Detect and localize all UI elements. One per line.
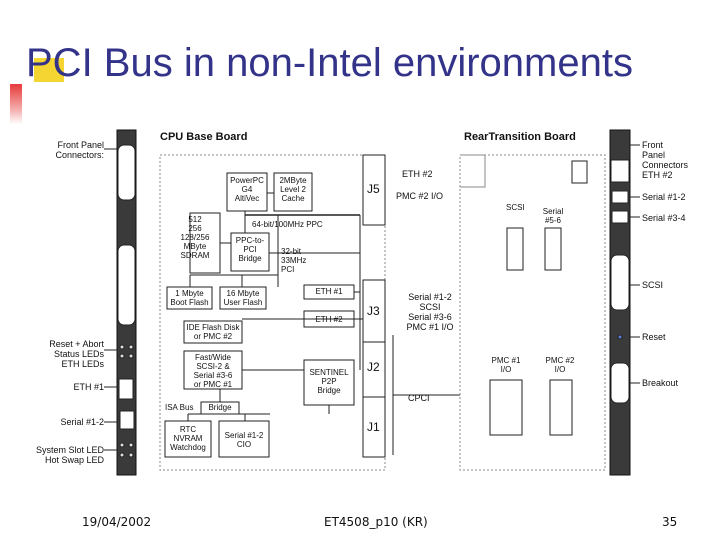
- block-scsi: Fast/Wide SCSI-2 & Serial #3-6 or PMC #1: [193, 353, 233, 389]
- rtb-label-serial56: Serial #5-6: [542, 207, 564, 225]
- label-bus-pci: 32-bit 33MHz PCI: [281, 247, 307, 274]
- label-eth1-left: ETH #1: [73, 382, 104, 392]
- rtb-label-pmc1io: PMC #1 I/O: [491, 356, 521, 374]
- label-serial12-left: Serial #1-2: [60, 417, 104, 427]
- slide-title: PCI Bus in non-Intel environments: [26, 41, 633, 85]
- block-user-flash: 16 Mbyte User Flash: [223, 289, 263, 307]
- block-powerpc: PowerPC G4 AltiVec: [230, 176, 264, 203]
- board-diagram: [20, 125, 689, 480]
- block-rtc: RTC NVRAM Watchdog: [170, 425, 206, 452]
- cpu-board-title: CPU Base Board: [160, 131, 248, 143]
- label-j5: J5: [367, 182, 380, 196]
- label-front-panel-left: Front Panel Connectors:: [55, 140, 104, 160]
- title-accent-red: [10, 84, 22, 124]
- label-reset-right: Reset: [642, 332, 666, 342]
- footer-page-number: 35: [662, 515, 678, 529]
- block-boot-flash: 1 Mbyte Boot Flash: [170, 289, 209, 307]
- rtb-label-pmc2io-b: PMC #2 I/O: [545, 356, 575, 374]
- rtb-label-pmc2io: PMC #2 I/O: [396, 191, 444, 201]
- rtb-label-j3-group: Serial #1-2 SCSI Serial #3-6 PMC #1 I/O: [406, 292, 454, 332]
- block-bridge: PPC-to- PCI Bridge: [235, 236, 265, 263]
- block-sdram: 512 256 128/256 MByte SDRAM: [180, 215, 210, 260]
- label-j3: J3: [367, 304, 380, 318]
- footer-date: 19/04/2002: [82, 515, 152, 529]
- label-system-slot: System Slot LED Hot Swap LED: [35, 445, 104, 465]
- label-reset-abort: Reset + Abort Status LEDs ETH LEDs: [49, 339, 104, 369]
- rtb-label-scsi: SCSI: [506, 203, 525, 212]
- label-scsi-right: SCSI: [642, 280, 664, 290]
- rtb-outline: [460, 155, 605, 470]
- block-ide: IDE Flash Disk or PMC #2: [186, 323, 240, 341]
- label-serial34-right: Serial #3-4: [642, 213, 686, 223]
- block-isa-bridge: Bridge: [208, 403, 232, 412]
- label-front-panel-right: Front Panel Connectors ETH #2: [642, 140, 689, 180]
- rtb-title: RearTransition Board: [464, 131, 576, 143]
- label-j1: J1: [367, 420, 380, 434]
- footer-center: ET4508_p10 (KR): [324, 515, 428, 529]
- label-j2: J2: [367, 360, 380, 374]
- block-sentinel: SENTINEL P2P Bridge: [309, 368, 349, 395]
- label-breakout-right: Breakout: [642, 378, 679, 388]
- block-eth2: ETH #2: [315, 315, 343, 324]
- block-cache: 2MByte Level 2 Cache: [279, 176, 307, 203]
- diagram-graphics: [20, 125, 680, 480]
- rtb-label-cpci: CPCI: [408, 393, 430, 403]
- rtb-label-eth2: ETH #2: [402, 169, 433, 179]
- label-bus-ppc: 64-bit/100MHz PPC: [252, 220, 323, 229]
- label-serial12-right: Serial #1-2: [642, 192, 686, 202]
- label-isa-bus: ISA Bus: [165, 403, 194, 412]
- block-eth1: ETH #1: [315, 287, 343, 296]
- block-serial-cio: Serial #1-2 CIO: [224, 431, 264, 449]
